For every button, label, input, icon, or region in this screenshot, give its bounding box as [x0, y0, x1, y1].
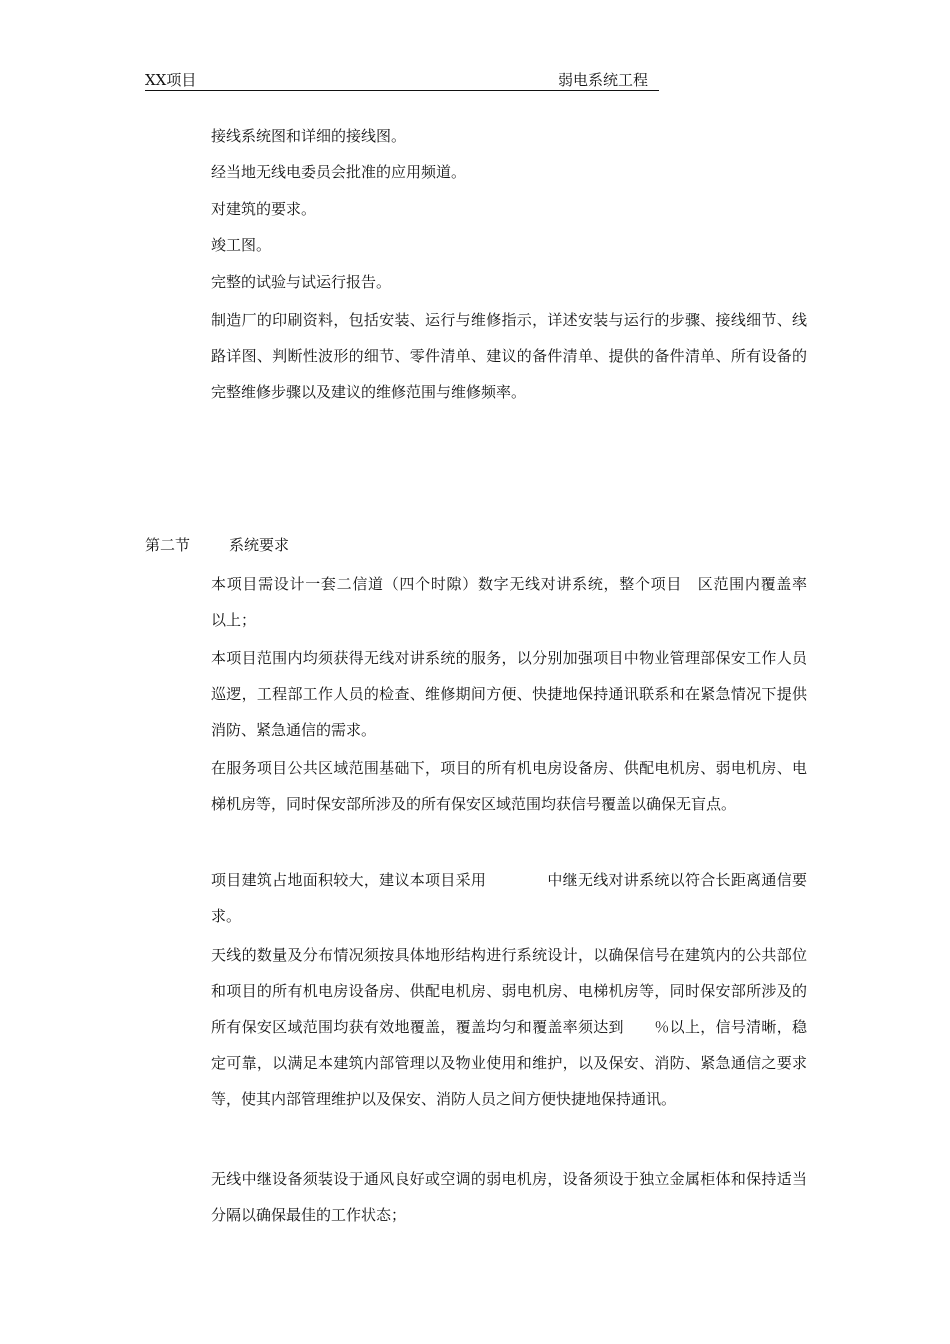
requirement-paragraph: 本项目需设计一套二信道（四个时隙）数字无线对讲系统，整个项目 区范围内覆盖率 以上；: [211, 575, 838, 629]
list-item: 接线系统图和详细的接线图。: [211, 127, 407, 145]
requirement-paragraph: 项目建筑占地面积较大，建议本项目采用 中继无线对讲系统以符合长距离通信要求。: [211, 871, 807, 925]
requirement-paragraph: 无线中继设备须装设于通风良好或空调的弱电机房，设备须设于独立金属柜体和保持适当分隔以确保最佳的工作状态；: [211, 1170, 807, 1224]
section-heading: [145, 531, 289, 559]
list-item: 制造厂的印刷资料，包括安装、运行与维修指示，详述安装与运行的步骤、接线细节、线路详图、判断性波形的细节、零件清单、建议的备件清单、提供的备件清单、所有设备的完整维修步骤以及建议的维修范围与维修频率。: [211, 311, 807, 401]
header-project-name: XX项目: [145, 71, 197, 89]
list-item: 完整的试验与试运行报告。: [211, 273, 392, 291]
requirement-paragraph: 天线的数量及分布情况须按具体地形结构进行系统设计，以确保信号在建筑内的公共部位和项目的所有机电房设备房、供配电机房、弱电机房、电梯机房等，同时保安部所涉及的所有保安区域范围均获有效地覆盖，覆盖均匀和覆盖率须达到 ％以上，信号清晰，稳定可靠，以满足本建筑内部管理以及物业使用和维护，以及保安、消防、紧急通信之要求等，使其内部管理维护以及保安、消防人员之间方便快捷地保持通讯。: [211, 946, 807, 1108]
page-header: [145, 70, 659, 91]
section-title: 系统要求: [229, 536, 290, 554]
list-item: 经当地无线电委员会批准的应用频道。: [211, 163, 467, 181]
header-document-title: 弱电系统工程: [558, 71, 649, 89]
section-number: 第二节: [145, 536, 191, 554]
requirement-paragraph: 本项目范围内均须获得无线对讲系统的服务，以分别加强项目中物业管理部保安工作人员巡逻，工程部工作人员的检查、维修期间方便、快捷地保持通讯联系和在紧急情况下提供消防、紧急通信的需求。: [211, 649, 807, 739]
list-item: 竣工图。: [211, 236, 272, 254]
requirement-paragraph: 在服务项目公共区域范围基础下，项目的所有机电房设备房、供配电机房、弱电机房、电梯机房等，同时保安部所涉及的所有保安区域范围均获信号覆盖以确保无盲点。: [211, 759, 807, 813]
list-item: 对建筑的要求。: [211, 200, 317, 218]
